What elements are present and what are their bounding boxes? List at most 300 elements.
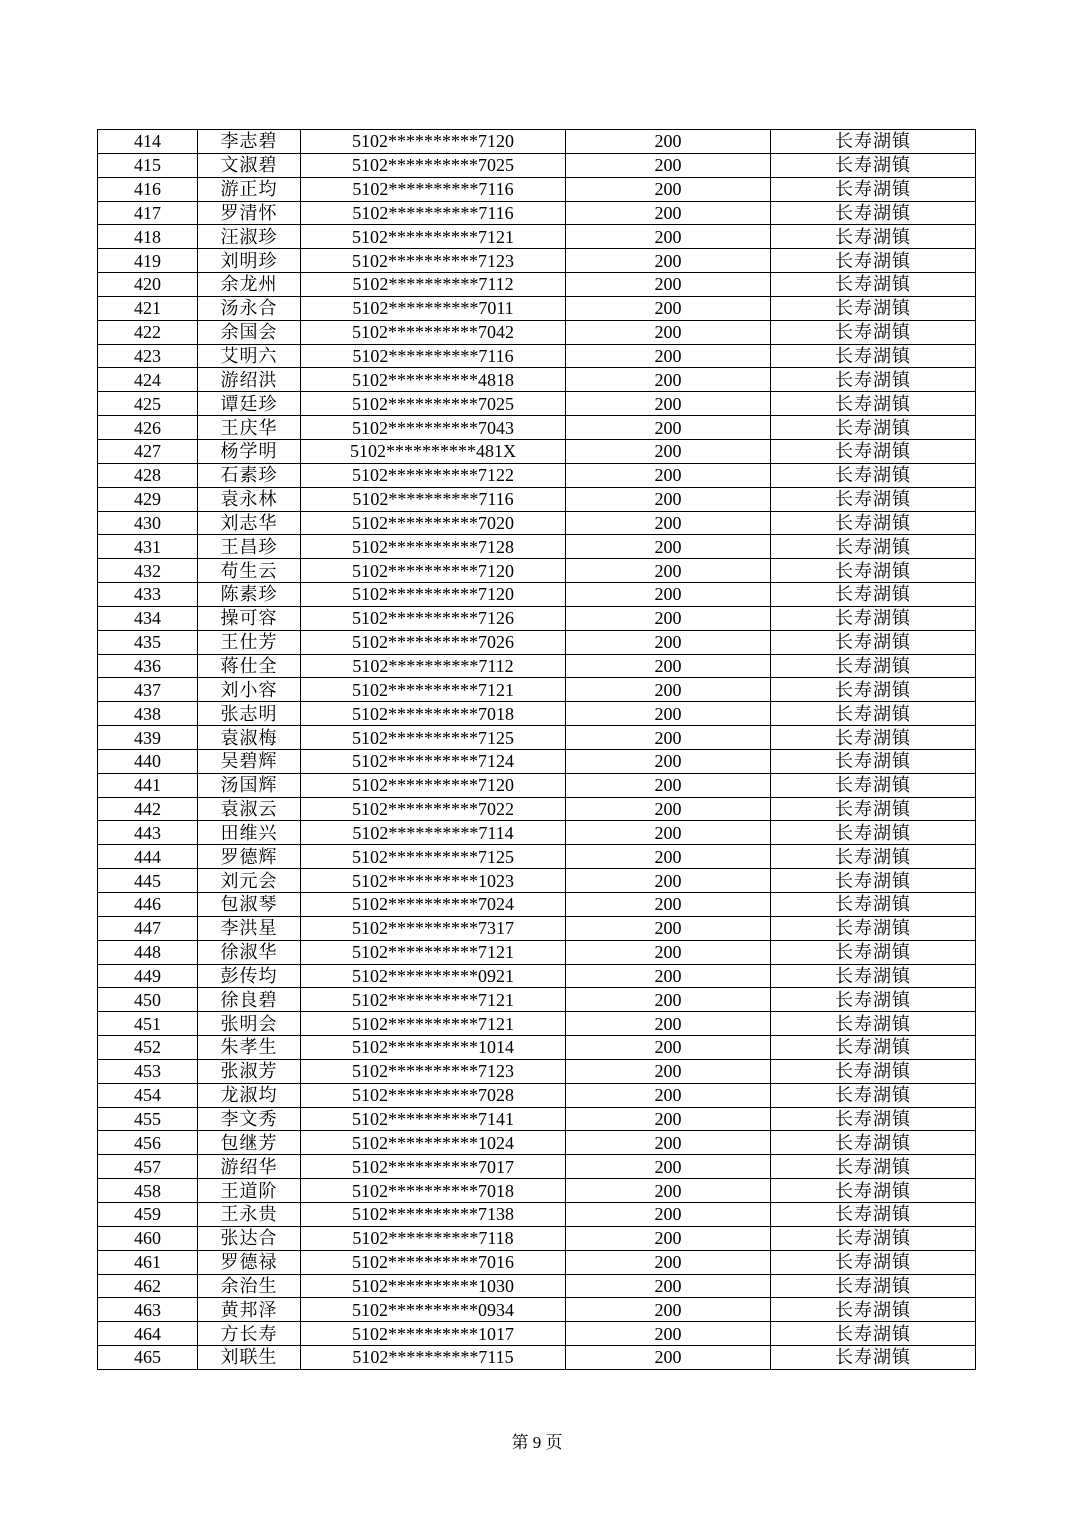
row-number: 465 (98, 1346, 198, 1370)
table-row (98, 773, 976, 797)
table-row (98, 654, 976, 678)
id-number: 5102**********7120 (301, 773, 566, 797)
town-name: 长寿湖镇 (771, 606, 976, 630)
row-number: 463 (98, 1298, 198, 1322)
amount: 200 (566, 559, 771, 583)
town-name: 长寿湖镇 (771, 201, 976, 225)
amount: 200 (566, 916, 771, 940)
amount: 200 (566, 869, 771, 893)
id-number: 5102**********7116 (301, 487, 566, 511)
town-name: 长寿湖镇 (771, 487, 976, 511)
amount: 200 (566, 630, 771, 654)
table-row (98, 320, 976, 344)
id-number: 5102**********7116 (301, 177, 566, 201)
town-name: 长寿湖镇 (771, 1179, 976, 1203)
person-name: 李文秀 (198, 1107, 301, 1131)
person-name: 李志碧 (198, 130, 301, 154)
id-number: 5102**********7026 (301, 630, 566, 654)
amount: 200 (566, 654, 771, 678)
person-name: 操可容 (198, 606, 301, 630)
person-name: 吴碧辉 (198, 749, 301, 773)
table-row (98, 988, 976, 1012)
row-number: 418 (98, 225, 198, 249)
person-name: 王昌珍 (198, 535, 301, 559)
table-row (98, 678, 976, 702)
person-name: 包继芳 (198, 1131, 301, 1155)
id-number: 5102**********7024 (301, 893, 566, 917)
id-number: 5102**********1014 (301, 1036, 566, 1060)
amount: 200 (566, 821, 771, 845)
table-row (98, 630, 976, 654)
person-name: 汤永合 (198, 296, 301, 320)
row-number: 462 (98, 1274, 198, 1298)
roster-table-body (98, 130, 976, 1370)
row-number: 438 (98, 702, 198, 726)
town-name: 长寿湖镇 (771, 1226, 976, 1250)
row-number: 450 (98, 988, 198, 1012)
amount: 200 (566, 940, 771, 964)
town-name: 长寿湖镇 (771, 1202, 976, 1226)
row-number: 436 (98, 654, 198, 678)
id-number: 5102**********0921 (301, 964, 566, 988)
table-row (98, 1155, 976, 1179)
person-name: 张达合 (198, 1226, 301, 1250)
person-name: 王仕芳 (198, 630, 301, 654)
id-number: 5102**********7022 (301, 797, 566, 821)
town-name: 长寿湖镇 (771, 630, 976, 654)
id-number: 5102**********7141 (301, 1107, 566, 1131)
town-name: 长寿湖镇 (771, 225, 976, 249)
person-name: 李洪星 (198, 916, 301, 940)
row-number: 442 (98, 797, 198, 821)
id-number: 5102**********7120 (301, 559, 566, 583)
town-name: 长寿湖镇 (771, 130, 976, 154)
town-name: 长寿湖镇 (771, 678, 976, 702)
town-name: 长寿湖镇 (771, 797, 976, 821)
table-row (98, 201, 976, 225)
person-name: 刘联生 (198, 1346, 301, 1370)
table-row (98, 511, 976, 535)
amount: 200 (566, 606, 771, 630)
id-number: 5102**********7011 (301, 296, 566, 320)
amount: 200 (566, 463, 771, 487)
amount: 200 (566, 511, 771, 535)
town-name: 长寿湖镇 (771, 153, 976, 177)
table-row (98, 487, 976, 511)
amount: 200 (566, 1059, 771, 1083)
id-number: 5102**********7118 (301, 1226, 566, 1250)
row-number: 452 (98, 1036, 198, 1060)
town-name: 长寿湖镇 (771, 559, 976, 583)
town-name: 长寿湖镇 (771, 1107, 976, 1131)
person-name: 蒋仕全 (198, 654, 301, 678)
table-row (98, 1202, 976, 1226)
table-row (98, 368, 976, 392)
amount: 200 (566, 1250, 771, 1274)
id-number: 5102**********7126 (301, 606, 566, 630)
town-name: 长寿湖镇 (771, 654, 976, 678)
row-number: 458 (98, 1179, 198, 1203)
person-name: 彭传均 (198, 964, 301, 988)
person-name: 张淑芳 (198, 1059, 301, 1083)
town-name: 长寿湖镇 (771, 845, 976, 869)
id-number: 5102**********7017 (301, 1155, 566, 1179)
amount: 200 (566, 320, 771, 344)
id-number: 5102**********7042 (301, 320, 566, 344)
amount: 200 (566, 726, 771, 750)
person-name: 罗德辉 (198, 845, 301, 869)
town-name: 长寿湖镇 (771, 1059, 976, 1083)
id-number: 5102**********7123 (301, 1059, 566, 1083)
table-row (98, 1036, 976, 1060)
amount: 200 (566, 439, 771, 463)
town-name: 长寿湖镇 (771, 964, 976, 988)
person-name: 汪淑珍 (198, 225, 301, 249)
person-name: 罗德禄 (198, 1250, 301, 1274)
town-name: 长寿湖镇 (771, 1036, 976, 1060)
amount: 200 (566, 535, 771, 559)
town-name: 长寿湖镇 (771, 869, 976, 893)
id-number: 5102**********4818 (301, 368, 566, 392)
table-row (98, 296, 976, 320)
id-number: 5102**********7128 (301, 535, 566, 559)
id-number: 5102**********7025 (301, 392, 566, 416)
town-name: 长寿湖镇 (771, 1250, 976, 1274)
town-name: 长寿湖镇 (771, 821, 976, 845)
row-number: 440 (98, 749, 198, 773)
row-number: 456 (98, 1131, 198, 1155)
amount: 200 (566, 273, 771, 297)
person-name: 王庆华 (198, 416, 301, 440)
row-number: 447 (98, 916, 198, 940)
row-number: 434 (98, 606, 198, 630)
amount: 200 (566, 1131, 771, 1155)
id-number: 5102**********7121 (301, 225, 566, 249)
table-row (98, 916, 976, 940)
amount: 200 (566, 1346, 771, 1370)
table-row (98, 1250, 976, 1274)
person-name: 袁永林 (198, 487, 301, 511)
row-number: 437 (98, 678, 198, 702)
table-row (98, 177, 976, 201)
table-row (98, 1274, 976, 1298)
amount: 200 (566, 344, 771, 368)
id-number: 5102**********7020 (301, 511, 566, 535)
row-number: 432 (98, 559, 198, 583)
amount: 200 (566, 583, 771, 607)
table-row (98, 439, 976, 463)
amount: 200 (566, 988, 771, 1012)
id-number: 5102**********7018 (301, 1179, 566, 1203)
town-name: 长寿湖镇 (771, 535, 976, 559)
table-row (98, 153, 976, 177)
table-row (98, 1012, 976, 1036)
row-number: 460 (98, 1226, 198, 1250)
town-name: 长寿湖镇 (771, 1298, 976, 1322)
row-number: 417 (98, 201, 198, 225)
town-name: 长寿湖镇 (771, 368, 976, 392)
amount: 200 (566, 1107, 771, 1131)
town-name: 长寿湖镇 (771, 273, 976, 297)
row-number: 425 (98, 392, 198, 416)
person-name: 方长寿 (198, 1322, 301, 1346)
row-number: 419 (98, 249, 198, 273)
table-row (98, 1131, 976, 1155)
row-number: 453 (98, 1059, 198, 1083)
row-number: 448 (98, 940, 198, 964)
table-row (98, 845, 976, 869)
amount: 200 (566, 368, 771, 392)
town-name: 长寿湖镇 (771, 1131, 976, 1155)
town-name: 长寿湖镇 (771, 1012, 976, 1036)
town-name: 长寿湖镇 (771, 773, 976, 797)
row-number: 441 (98, 773, 198, 797)
person-name: 袁淑梅 (198, 726, 301, 750)
amount: 200 (566, 749, 771, 773)
row-number: 457 (98, 1155, 198, 1179)
table-row (98, 583, 976, 607)
row-number: 415 (98, 153, 198, 177)
table-row (98, 463, 976, 487)
table-row (98, 869, 976, 893)
amount: 200 (566, 845, 771, 869)
town-name: 长寿湖镇 (771, 916, 976, 940)
person-name: 徐良碧 (198, 988, 301, 1012)
amount: 200 (566, 964, 771, 988)
table-row (98, 1083, 976, 1107)
town-name: 长寿湖镇 (771, 726, 976, 750)
amount: 200 (566, 416, 771, 440)
amount: 200 (566, 130, 771, 154)
id-number: 5102**********7120 (301, 583, 566, 607)
person-name: 王永贵 (198, 1202, 301, 1226)
id-number: 5102**********1023 (301, 869, 566, 893)
row-number: 446 (98, 893, 198, 917)
person-name: 田维兴 (198, 821, 301, 845)
amount: 200 (566, 153, 771, 177)
id-number: 5102**********7317 (301, 916, 566, 940)
id-number: 5102**********7115 (301, 1346, 566, 1370)
table-row (98, 702, 976, 726)
person-name: 文淑碧 (198, 153, 301, 177)
town-name: 长寿湖镇 (771, 296, 976, 320)
person-name: 余治生 (198, 1274, 301, 1298)
row-number: 414 (98, 130, 198, 154)
row-number: 443 (98, 821, 198, 845)
town-name: 长寿湖镇 (771, 1274, 976, 1298)
id-number: 5102**********7043 (301, 416, 566, 440)
id-number: 5102**********7125 (301, 726, 566, 750)
id-number: 5102**********7138 (301, 1202, 566, 1226)
id-number: 5102**********1030 (301, 1274, 566, 1298)
table-row (98, 344, 976, 368)
row-number: 427 (98, 439, 198, 463)
id-number: 5102**********7125 (301, 845, 566, 869)
id-number: 5102**********7116 (301, 201, 566, 225)
row-number: 424 (98, 368, 198, 392)
table-row (98, 273, 976, 297)
person-name: 龙淑均 (198, 1083, 301, 1107)
table-row (98, 559, 976, 583)
amount: 200 (566, 177, 771, 201)
id-number: 5102**********7122 (301, 463, 566, 487)
amount: 200 (566, 1274, 771, 1298)
id-number: 5102**********7016 (301, 1250, 566, 1274)
id-number: 5102**********7121 (301, 1012, 566, 1036)
table-row (98, 940, 976, 964)
id-number: 5102**********7018 (301, 702, 566, 726)
amount: 200 (566, 1322, 771, 1346)
person-name: 余龙州 (198, 273, 301, 297)
id-number: 5102**********7025 (301, 153, 566, 177)
town-name: 长寿湖镇 (771, 940, 976, 964)
row-number: 464 (98, 1322, 198, 1346)
row-number: 455 (98, 1107, 198, 1131)
row-number: 421 (98, 296, 198, 320)
amount: 200 (566, 201, 771, 225)
row-number: 426 (98, 416, 198, 440)
id-number: 5102**********0934 (301, 1298, 566, 1322)
town-name: 长寿湖镇 (771, 416, 976, 440)
town-name: 长寿湖镇 (771, 344, 976, 368)
page-number: 第 9 页 (511, 1433, 563, 1452)
row-number: 459 (98, 1202, 198, 1226)
table-row (98, 1322, 976, 1346)
id-number: 5102**********7121 (301, 940, 566, 964)
row-number: 431 (98, 535, 198, 559)
row-number: 428 (98, 463, 198, 487)
table-row (98, 1346, 976, 1370)
amount: 200 (566, 225, 771, 249)
id-number: 5102**********7112 (301, 654, 566, 678)
person-name: 黄邦泽 (198, 1298, 301, 1322)
table-row (98, 1059, 976, 1083)
amount: 200 (566, 1155, 771, 1179)
town-name: 长寿湖镇 (771, 1155, 976, 1179)
person-name: 苟生云 (198, 559, 301, 583)
person-name: 陈素珍 (198, 583, 301, 607)
town-name: 长寿湖镇 (771, 463, 976, 487)
amount: 200 (566, 296, 771, 320)
person-name: 余国会 (198, 320, 301, 344)
amount: 200 (566, 392, 771, 416)
table-row (98, 535, 976, 559)
row-number: 445 (98, 869, 198, 893)
person-name: 张志明 (198, 702, 301, 726)
amount: 200 (566, 1202, 771, 1226)
amount: 200 (566, 773, 771, 797)
town-name: 长寿湖镇 (771, 392, 976, 416)
person-name: 徐淑华 (198, 940, 301, 964)
table-row (98, 416, 976, 440)
id-number: 5102**********1024 (301, 1131, 566, 1155)
id-number: 5102**********7120 (301, 130, 566, 154)
row-number: 420 (98, 273, 198, 297)
amount: 200 (566, 1298, 771, 1322)
town-name: 长寿湖镇 (771, 893, 976, 917)
person-name: 游正均 (198, 177, 301, 201)
row-number: 433 (98, 583, 198, 607)
table-row (98, 1179, 976, 1203)
table-row (98, 749, 976, 773)
id-number: 5102**********1017 (301, 1322, 566, 1346)
row-number: 444 (98, 845, 198, 869)
town-name: 长寿湖镇 (771, 583, 976, 607)
id-number: 5102**********7124 (301, 749, 566, 773)
town-name: 长寿湖镇 (771, 320, 976, 344)
table-row (98, 821, 976, 845)
person-name: 包淑琴 (198, 893, 301, 917)
row-number: 416 (98, 177, 198, 201)
person-name: 刘志华 (198, 511, 301, 535)
person-name: 张明会 (198, 1012, 301, 1036)
town-name: 长寿湖镇 (771, 511, 976, 535)
amount: 200 (566, 797, 771, 821)
town-name: 长寿湖镇 (771, 1322, 976, 1346)
table-row (98, 1298, 976, 1322)
town-name: 长寿湖镇 (771, 1083, 976, 1107)
id-number: 5102**********481X (301, 439, 566, 463)
town-name: 长寿湖镇 (771, 988, 976, 1012)
row-number: 439 (98, 726, 198, 750)
row-number: 454 (98, 1083, 198, 1107)
id-number: 5102**********7114 (301, 821, 566, 845)
amount: 200 (566, 678, 771, 702)
town-name: 长寿湖镇 (771, 702, 976, 726)
amount: 200 (566, 702, 771, 726)
person-name: 游绍洪 (198, 368, 301, 392)
row-number: 429 (98, 487, 198, 511)
id-number: 5102**********7121 (301, 678, 566, 702)
id-number: 5102**********7116 (301, 344, 566, 368)
amount: 200 (566, 1012, 771, 1036)
id-number: 5102**********7121 (301, 988, 566, 1012)
person-name: 艾明六 (198, 344, 301, 368)
table-row (98, 1226, 976, 1250)
town-name: 长寿湖镇 (771, 249, 976, 273)
table-row (98, 893, 976, 917)
person-name: 袁淑云 (198, 797, 301, 821)
roster-table (97, 129, 976, 1370)
town-name: 长寿湖镇 (771, 177, 976, 201)
row-number: 461 (98, 1250, 198, 1274)
amount: 200 (566, 1036, 771, 1060)
town-name: 长寿湖镇 (771, 439, 976, 463)
row-number: 430 (98, 511, 198, 535)
amount: 200 (566, 893, 771, 917)
table-row (98, 130, 976, 154)
person-name: 罗清怀 (198, 201, 301, 225)
amount: 200 (566, 1179, 771, 1203)
person-name: 杨学明 (198, 439, 301, 463)
row-number: 422 (98, 320, 198, 344)
person-name: 刘元会 (198, 869, 301, 893)
town-name: 长寿湖镇 (771, 749, 976, 773)
person-name: 游绍华 (198, 1155, 301, 1179)
row-number: 451 (98, 1012, 198, 1036)
table-row (98, 392, 976, 416)
table-row (98, 726, 976, 750)
row-number: 435 (98, 630, 198, 654)
person-name: 谭廷珍 (198, 392, 301, 416)
row-number: 423 (98, 344, 198, 368)
amount: 200 (566, 487, 771, 511)
table-row (98, 797, 976, 821)
person-name: 刘小容 (198, 678, 301, 702)
table-row (98, 606, 976, 630)
amount: 200 (566, 249, 771, 273)
town-name: 长寿湖镇 (771, 1346, 976, 1370)
